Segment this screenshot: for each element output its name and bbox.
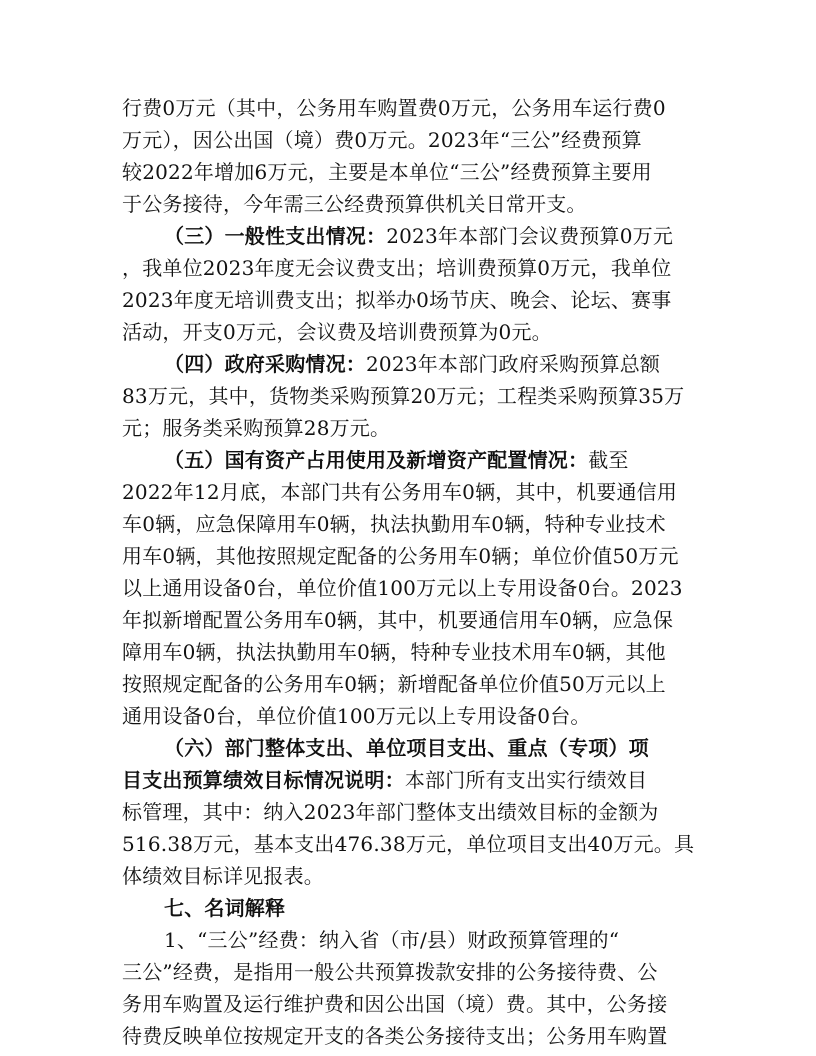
paragraph-line: 用车0辆，其他按照规定配备的公务用车0辆；单位价值50万元: [122, 544, 679, 568]
paragraph-line: 按照规定配备的公务用车0辆；新增配备单位价值50万元以上: [122, 672, 666, 696]
paragraph-line: 活动，开支0万元，会议费及培训费预算为0元。: [122, 320, 552, 344]
section-three-text: 2023年本部门会议费预算0万元: [386, 224, 674, 248]
paragraph-line: 516.38万元，基本支出476.38万元，单位项目支出40万元。具: [122, 832, 695, 856]
section-five-heading: （五）国有资产占用使用及新增资产配置情况：: [164, 448, 589, 472]
paragraph-line: 2023年度无培训费支出；拟举办0场节庆、晚会、论坛、赛事: [122, 288, 672, 312]
section-seven-heading: 七、名词解释: [164, 896, 286, 920]
paragraph-line: 待费反映单位按规定开支的各类公务接待支出；公务用车购置: [122, 1024, 668, 1048]
paragraph-line: 较2022年增加6万元，主要是本单位“三公”经费预算主要用: [122, 160, 652, 184]
section-six-heading: （六）部门整体支出、单位项目支出、重点（专项）项: [164, 736, 649, 760]
paragraph-line: 三公”经费，是指用一般公共预算拨款安排的公务接待费、公: [122, 960, 658, 984]
paragraph-line: 体绩效目标详见报表。: [122, 864, 324, 888]
paragraph-line: 83万元，其中，货物类采购预算20万元；工程类采购预算35万: [122, 384, 685, 408]
paragraph-line: 年拟新增配置公务用车0辆，其中，机要通信用车0辆，应急保: [122, 608, 674, 632]
section-three-line: [164, 222, 704, 250]
paragraph-line: 通用设备0台，单位价值100万元以上专用设备0台。: [122, 704, 591, 728]
section-four-heading: （四）政府采购情况：: [164, 352, 366, 376]
section-three-heading: （三）一般性支出情况：: [164, 224, 387, 248]
paragraph-line: 标管理，其中：纳入2023年部门整体支出绩效目标的金额为: [122, 800, 659, 824]
section-four-text: 2023年本部门政府采购预算总额: [366, 352, 661, 376]
paragraph-line: 障用车0辆，执法执勤用车0辆，特种专业技术用车0辆，其他: [122, 640, 666, 664]
paragraph-line: 1、“三公”经费：纳入省（市/县）财政预算管理的“: [164, 928, 620, 952]
paragraph-line: 车0辆，应急保障用车0辆，执法执勤用车0辆，特种专业技术: [122, 512, 666, 536]
paragraph-line: 于公务接待，今年需三公经费预算供机关日常开支。: [122, 192, 587, 216]
paragraph-line: 万元），因公出国（境）费0万元。2023年“三公”经费预算: [122, 128, 642, 152]
section-five-line: [164, 446, 704, 474]
paragraph-line: 元；服务类采购预算28万元。: [122, 416, 391, 440]
section-six-text: 本部门所有支出实行绩效目: [404, 768, 648, 792]
paragraph-line: 以上通用设备0台，单位价值100万元以上专用设备0台。2023: [122, 576, 683, 600]
paragraph-line: ，我单位2023年度无会议费支出；培训费预算0万元，我单位: [122, 256, 672, 280]
paragraph-line: 2022年12月底，本部门共有公务用车0辆，其中，机要通信用: [122, 480, 678, 504]
section-six-line: [122, 766, 702, 794]
section-five-text: 截至: [588, 448, 629, 472]
section-six-heading-cont: 目支出预算绩效目标情况说明：: [122, 768, 405, 792]
paragraph-line: 行费0万元（其中，公务用车购置费0万元，公务用车运行费0: [122, 96, 666, 120]
section-four-line: [164, 350, 704, 378]
paragraph-line: 务用车购置及运行维护费和因公出国（境）费。其中，公务接: [122, 992, 668, 1016]
